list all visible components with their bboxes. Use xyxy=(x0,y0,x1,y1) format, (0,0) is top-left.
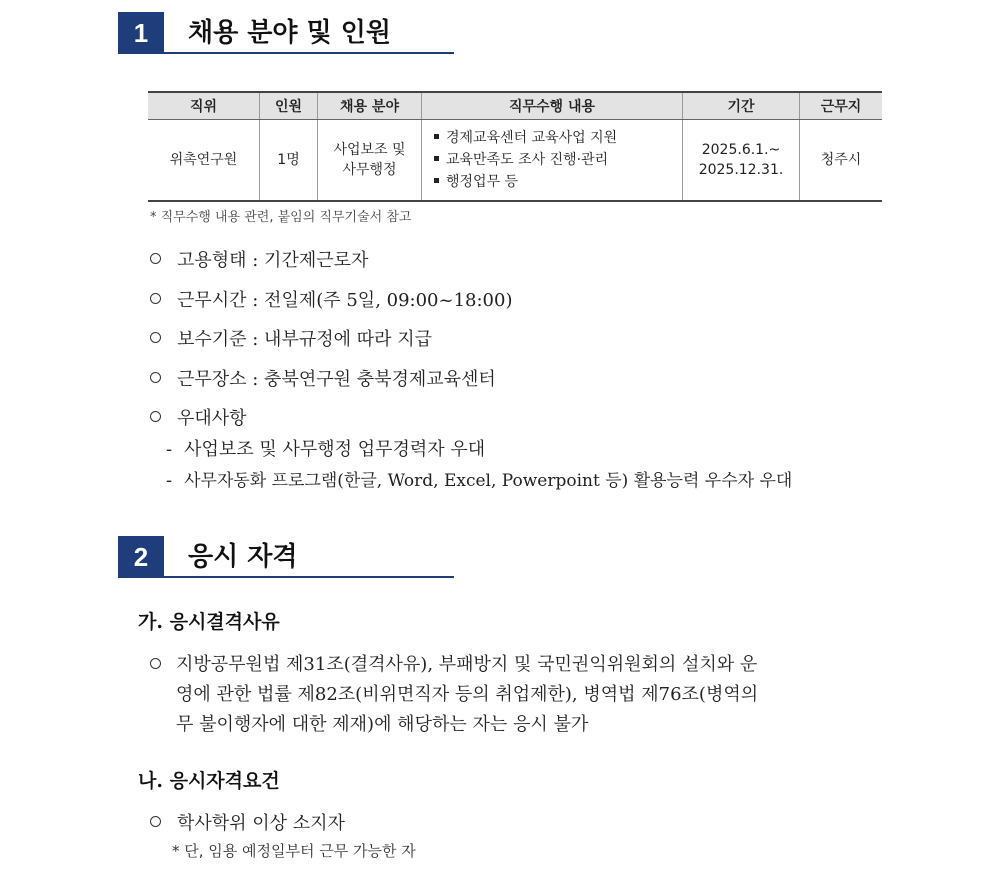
field-line-2: 사무행정 xyxy=(342,162,397,178)
section-1-title: 채용 분야 및 인원 xyxy=(188,18,391,48)
period-end: 2025.12.31. xyxy=(698,162,784,178)
header-count: 인원 xyxy=(260,92,318,120)
disqualification-paragraph xyxy=(150,650,890,740)
duty-item: 경제교육센터 교육사업 지원 xyxy=(434,127,676,149)
circle-bullet-icon xyxy=(150,816,161,827)
circle-bullet-icon xyxy=(150,372,161,383)
condition-work-hours: 근무시간 : 전일제(주 5일, 09:00~18:00) xyxy=(150,286,513,312)
header-field: 채용 분야 xyxy=(318,92,422,120)
circle-bullet-icon xyxy=(150,332,161,343)
duty-item: 교육만족도 조사 진행·관리 xyxy=(434,149,676,171)
header-period: 기간 xyxy=(683,92,800,120)
period-start: 2025.6.1.~ xyxy=(701,142,781,158)
disqualification-line: 지방공무원법 제31조(결격사유), 부패방지 및 국민권익위원회의 설치와 운 xyxy=(176,654,758,675)
dash-bullet: - xyxy=(166,470,173,491)
condition-workplace: 근무장소 : 충북연구원 충북경제교육센터 xyxy=(150,365,496,391)
dash-bullet: - xyxy=(166,439,173,460)
condition-salary: 보수기준 : 내부규정에 따라 지급 xyxy=(150,325,432,351)
section-2-title: 응시 자격 xyxy=(188,542,298,572)
preference-item: - 사업보조 및 사무행정 업무경력자 우대 xyxy=(166,439,486,460)
section-2-underline xyxy=(164,576,454,578)
section-1-underline xyxy=(164,52,454,54)
disqualification-line: 영에 관한 법률 제82조(비위면직자 등의 취업제한), 병역법 제76조(병역의 xyxy=(176,684,759,705)
disqualification-line: 무 불이행자에 대한 제재)에 해당하는 자는 응시 불가 xyxy=(176,714,589,735)
cell-count: 1명 xyxy=(260,120,318,202)
circle-bullet-icon xyxy=(150,658,161,669)
circle-bullet-icon xyxy=(150,293,161,304)
square-bullet-icon xyxy=(434,156,439,161)
disqualification-heading: 가. 응시결격사유 xyxy=(138,611,280,633)
eligibility-degree: 학사학위 이상 소지자 xyxy=(150,809,345,835)
table-note: * 직무수행 내용 관련, 붙임의 직무기술서 참고 xyxy=(150,210,412,225)
header-location: 근무지 xyxy=(800,92,883,120)
table-row xyxy=(148,120,882,202)
condition-employment-type: 고용형태 : 기간제근로자 xyxy=(150,246,368,272)
square-bullet-icon xyxy=(434,134,439,139)
cell-position: 위촉연구원 xyxy=(148,120,260,202)
cell-duties xyxy=(422,120,683,202)
eligibility-note: * 단, 임용 예정일부터 근무 가능한 자 xyxy=(172,842,416,860)
header-duties: 직무수행 내용 xyxy=(422,92,683,120)
circle-bullet-icon xyxy=(150,411,161,422)
eligibility-heading: 나. 응시자격요건 xyxy=(138,770,280,792)
preference-item: - 사무자동화 프로그램(한글, Word, Excel, Powerpoint 등) 활용능력 우수자 우대 xyxy=(166,470,793,491)
square-bullet-icon xyxy=(434,178,439,183)
duty-item: 행정업무 등 xyxy=(434,171,676,193)
table-header-row xyxy=(148,92,882,120)
section-2-number: 2 xyxy=(118,536,164,578)
cell-period xyxy=(683,120,800,202)
circle-bullet-icon xyxy=(150,253,161,264)
condition-preferences: 우대사항 xyxy=(150,404,247,430)
section-1-number: 1 xyxy=(118,12,164,54)
cell-location: 청주시 xyxy=(800,120,883,202)
field-line-1: 사업보조 및 xyxy=(333,142,406,158)
header-position: 직위 xyxy=(148,92,260,120)
recruitment-table xyxy=(148,91,882,202)
cell-field xyxy=(318,120,422,202)
